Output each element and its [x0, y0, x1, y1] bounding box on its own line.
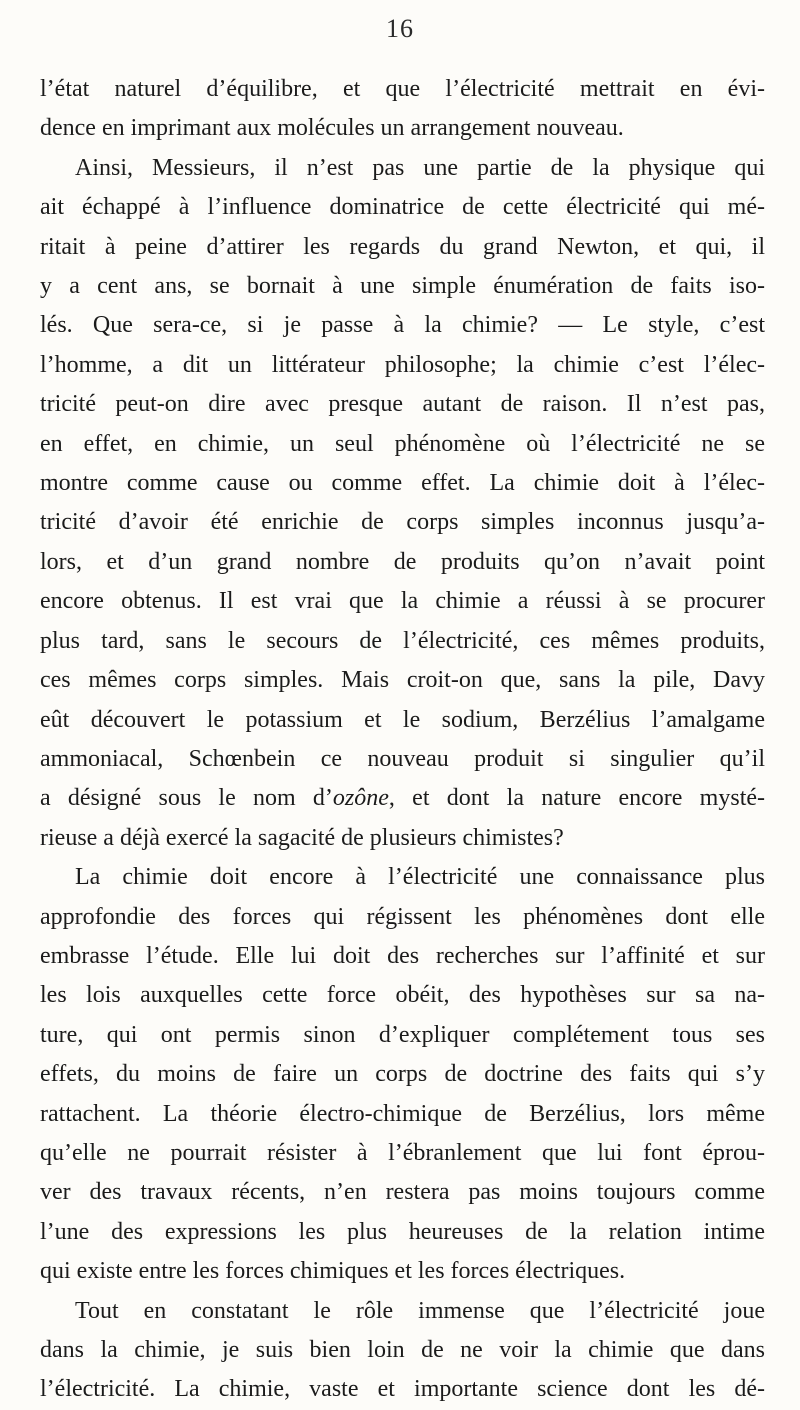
- text-line: effets, du moins de faire un corps de doctrine des faits qui s’y: [40, 1061, 765, 1088]
- text-line: encore obtenus. Il est vrai que la chimie a réussi à se procurer: [40, 588, 765, 615]
- text-line: lors, et d’un grand nombre de produits qu’on n’avait point: [40, 548, 765, 575]
- text-line: eût découvert le potassium et le sodium, Berzélius l’amalgame: [40, 706, 765, 733]
- text-line: qu’elle ne pourrait résister à l’ébranlement que lui font éprou-: [40, 1139, 765, 1166]
- text-line: ver des travaux récents, n’en restera pas moins toujours comme: [40, 1179, 765, 1206]
- text-segment: a désigné sous le nom d’: [40, 785, 333, 812]
- text-line: rattachent. La théorie électro-chimique de Berzélius, lors même: [40, 1100, 765, 1127]
- text-line: tricité peut-on dire avec presque autant de raison. Il n’est pas,: [40, 391, 765, 418]
- text-line: dence en imprimant aux molécules un arrangement nouveau.: [40, 115, 624, 142]
- text-line: ces mêmes corps simples. Mais croit-on que, sans la pile, Davy: [40, 667, 765, 694]
- text-line-with-italic: [40, 779, 765, 818]
- text-line: l’électricité. La chimie, vaste et importante science dont les dé-: [40, 1376, 765, 1403]
- text-line: l’état naturel d’équilibre, et que l’électricité mettrait en évi-: [40, 76, 765, 102]
- text-line: qui existe entre les forces chimiques et les forces électriques.: [40, 1258, 626, 1285]
- text-line: dans la chimie, je suis bien loin de ne voir la chimie que dans: [40, 1337, 765, 1363]
- text-segment: , et dont la nature encore mysté-: [388, 785, 766, 812]
- italic-term-ozone: ozône: [332, 785, 389, 812]
- text-line: ammoniacal, Schœnbein ce nouveau produit si singulier qu’il: [40, 745, 765, 772]
- text-line: ritait à peine d’attirer les regards du grand Newton, et qui, il: [40, 233, 765, 260]
- body-text: [40, 70, 765, 1410]
- text-line: Tout en constatant le rôle immense que l’électricité joue: [75, 1297, 765, 1324]
- text-line: y a cent ans, se bornait à une simple énumération de faits iso-: [40, 273, 765, 300]
- text-line: lés. Que sera-ce, si je passe à la chimie? — Le style, c’est: [40, 312, 765, 339]
- text-line: La chimie doit encore à l’électricité une connaissance plus: [75, 864, 765, 891]
- text-line: approfondie des forces qui régissent les phénomènes dont elle: [40, 903, 765, 930]
- text-line: Ainsi, Messieurs, il n’est pas une partie de la physique qui: [75, 154, 765, 181]
- text-line: l’homme, a dit un littérateur philosophe; la chimie c’est l’élec-: [40, 351, 765, 378]
- text-line: rieuse a déjà exercé la sagacité de plusieurs chimistes?: [40, 824, 564, 851]
- text-line: les lois auxquelles cette force obéit, des hypothèses sur sa na-: [40, 982, 765, 1009]
- page-number: 16: [386, 14, 414, 43]
- text-line: ait échappé à l’influence dominatrice de cette électricité qui mé-: [40, 194, 765, 221]
- text-line: tricité d’avoir été enrichie de corps simples inconnus jusqu’a-: [40, 509, 765, 536]
- text-line: en effet, en chimie, un seul phénomène où l’électricité ne se: [40, 430, 765, 457]
- text-line: montre comme cause ou comme effet. La chimie doit à l’élec-: [40, 470, 765, 497]
- text-line: l’une des expressions les plus heureuses de la relation intime: [40, 1218, 765, 1245]
- text-line: ture, qui ont permis sinon d’expliquer complétement tous ses: [40, 1021, 765, 1048]
- text-line: plus tard, sans le secours de l’électricité, ces mêmes produits,: [40, 627, 765, 654]
- text-line: embrasse l’étude. Elle lui doit des recherches sur l’affinité et sur: [40, 942, 765, 969]
